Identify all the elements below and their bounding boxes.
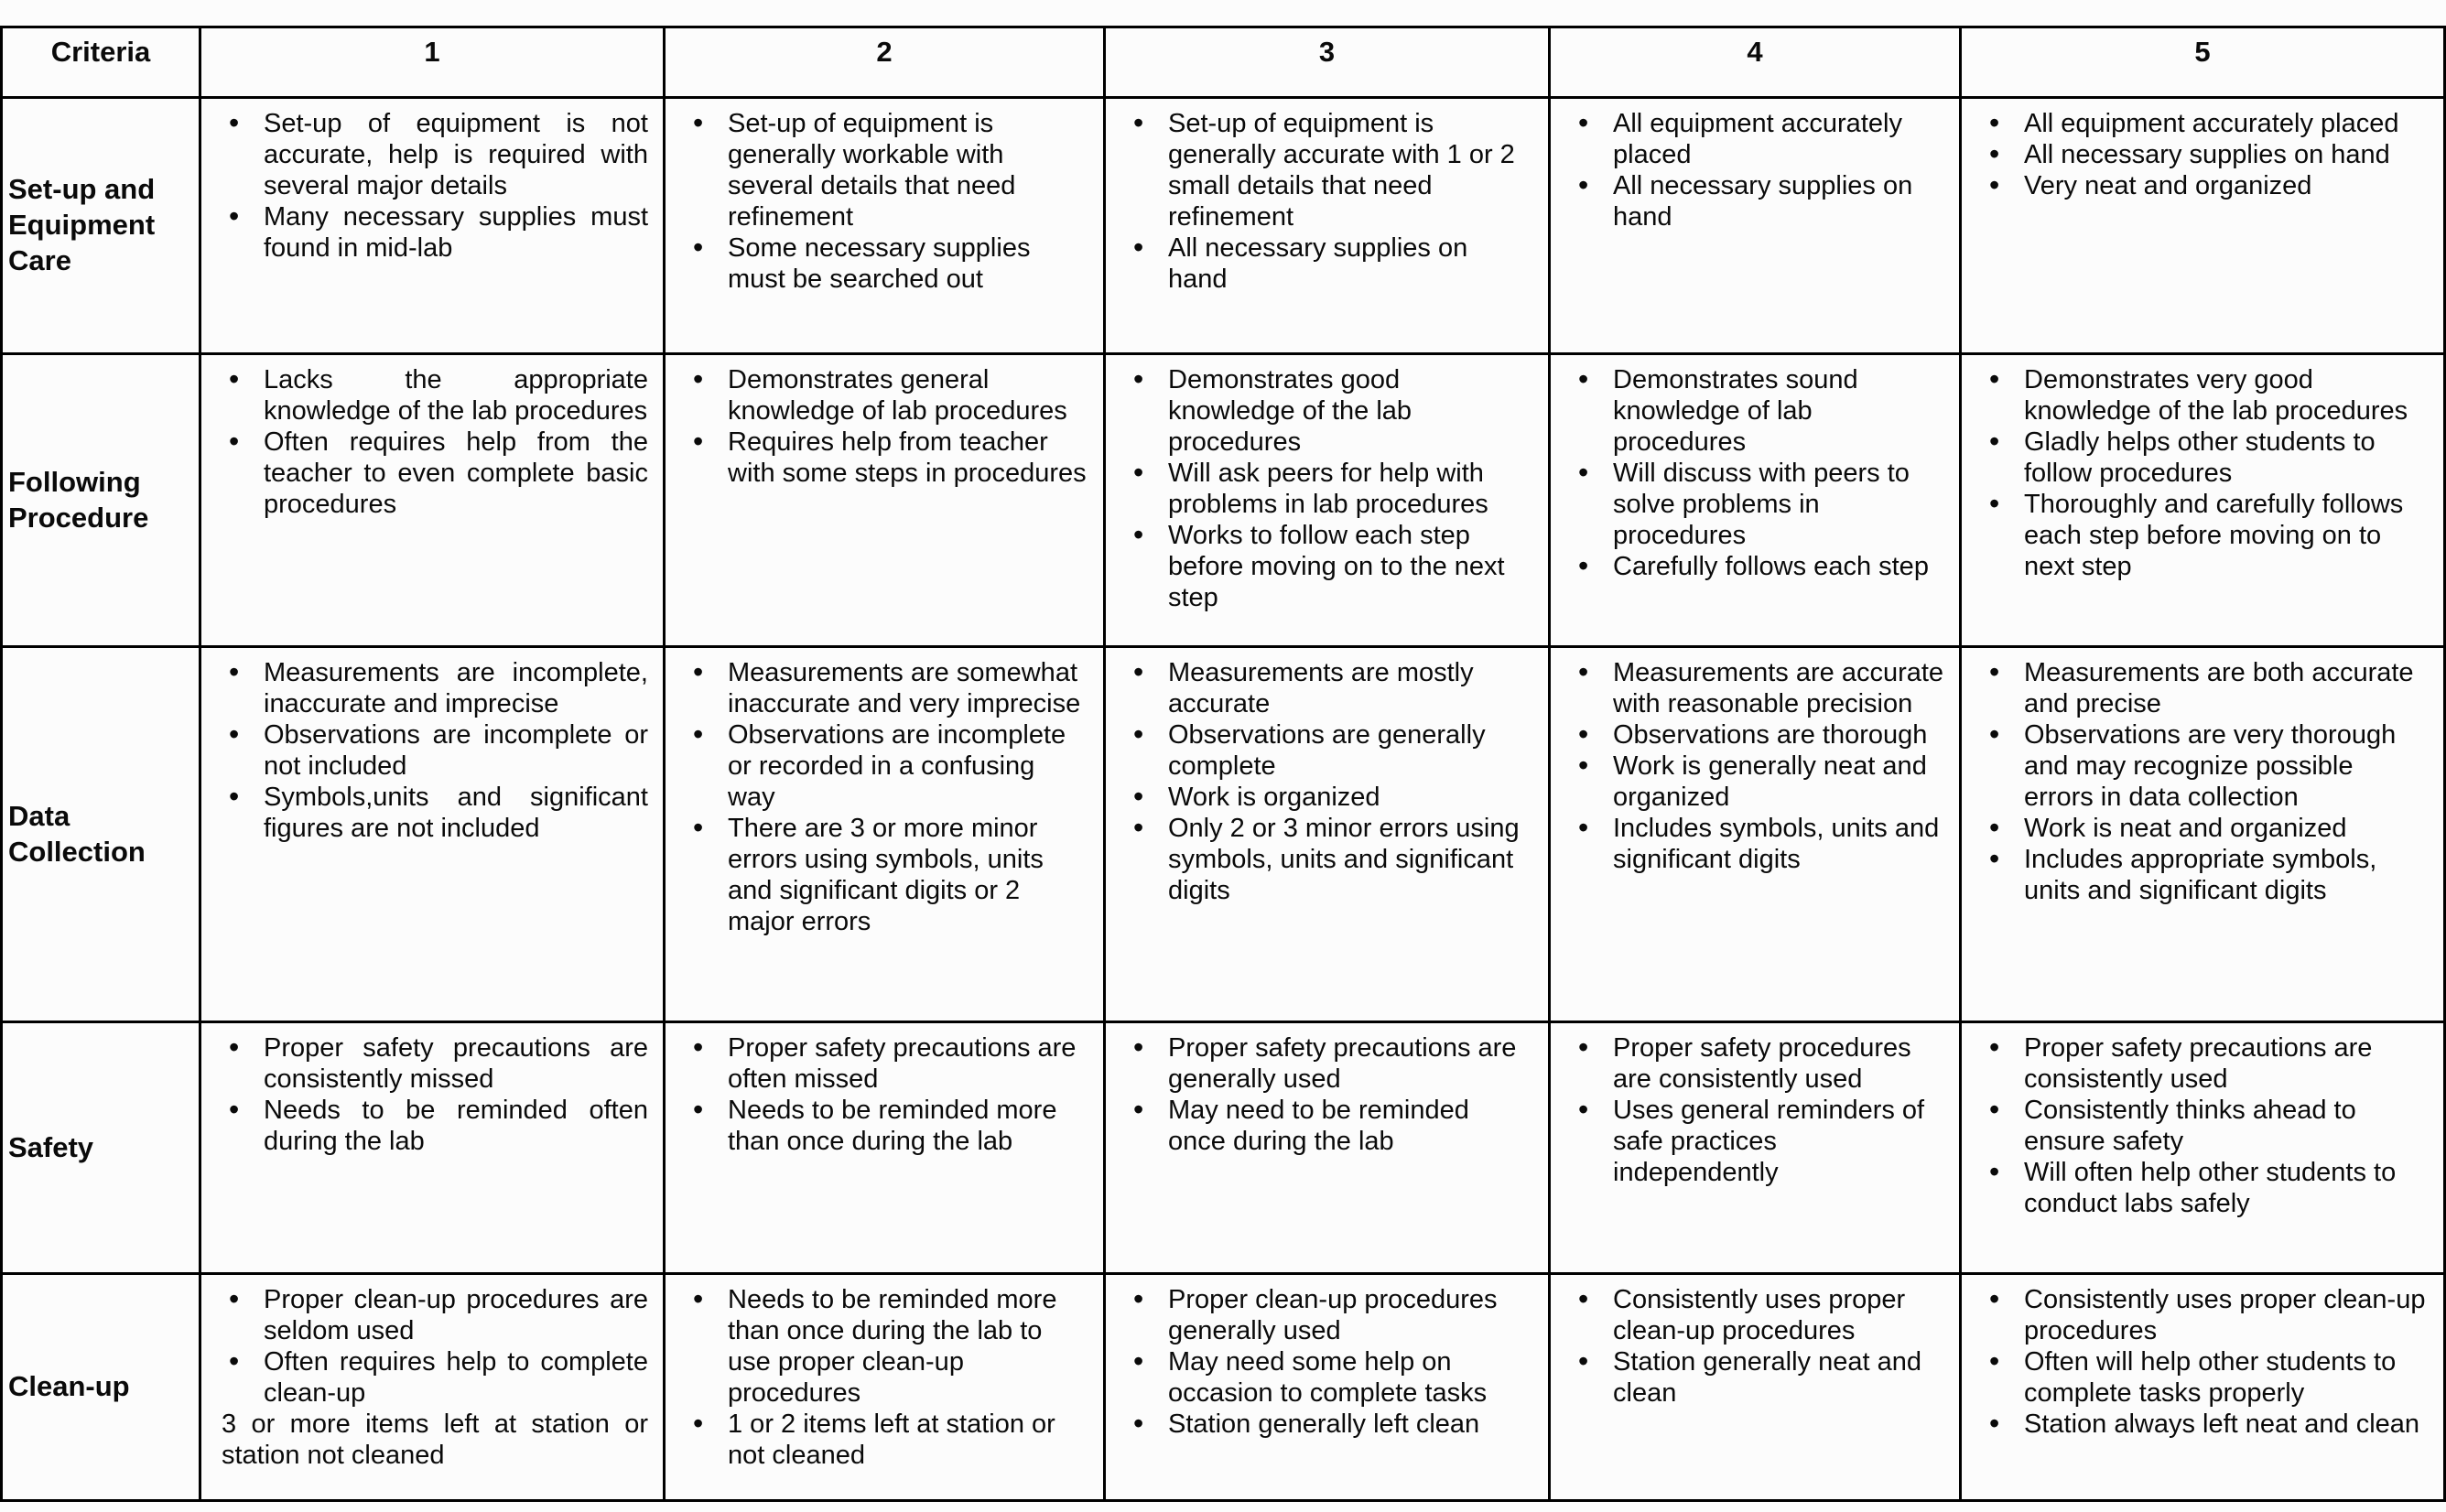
bullet-item: • Proper safety precautions are generally used — [1120, 1032, 1533, 1095]
bullet-item: • Observations are thorough — [1565, 719, 1944, 751]
bullet-item: • Observations are incomplete or recorded in a confusing way — [680, 719, 1088, 813]
header-cell-level-2: 2 — [665, 27, 1105, 98]
rubric-cell — [1105, 1274, 1550, 1501]
bullet-item: • Will often help other students to conduct labs safely — [1976, 1157, 2429, 1219]
bullet-item: • Measurements are somewhat inaccurate and very imprecise — [680, 657, 1088, 719]
rubric-cell — [200, 98, 665, 354]
rubric-cell — [665, 1022, 1105, 1274]
bullet-list — [1565, 1032, 1944, 1188]
criterion-label: Clean-up — [2, 1274, 200, 1501]
bullet-item: • Many necessary supplies must found in mid-lab — [216, 201, 648, 264]
bullet-item: • Consistently uses proper clean-up procedures — [1565, 1284, 1944, 1346]
bullet-item: • Requires help from teacher with some steps in procedures — [680, 427, 1088, 489]
bullet-list — [1976, 364, 2429, 582]
rubric-cell — [1105, 354, 1550, 647]
bullet-item: • Observations are generally complete — [1120, 719, 1533, 782]
bullet-list — [1565, 657, 1944, 875]
bullet-item: • Symbols,units and significant figures are not included — [216, 782, 648, 844]
rubric-table-body — [2, 98, 2445, 1501]
rubric-cell — [1550, 1022, 1961, 1274]
rubric-cell — [665, 647, 1105, 1022]
bullet-item: • May need some help on occasion to complete tasks — [1120, 1346, 1533, 1409]
header-cell-level-4: 4 — [1550, 27, 1961, 98]
bullet-item: • Work is generally neat and organized — [1565, 751, 1944, 813]
rubric-cell — [200, 354, 665, 647]
bullet-item: • Proper safety precautions are often missed — [680, 1032, 1088, 1095]
rubric-cell — [665, 1274, 1105, 1501]
rubric-cell — [1550, 98, 1961, 354]
bullet-list — [1565, 1284, 1944, 1409]
bullet-list — [216, 1284, 648, 1409]
rubric-cell — [200, 647, 665, 1022]
rubric-cell — [1961, 647, 2445, 1022]
bullet-item: • Set-up of equipment is generally accurate with 1 or 2 small details that need refinement — [1120, 108, 1533, 232]
rubric-cell — [1550, 354, 1961, 647]
bullet-item: • Works to follow each step before moving on to the next step — [1120, 520, 1533, 613]
bullet-list — [1565, 364, 1944, 582]
bullet-list — [680, 1284, 1088, 1471]
bullet-list — [1565, 108, 1944, 232]
rubric-cell — [665, 98, 1105, 354]
bullet-item: • Proper clean-up procedures are seldom used — [216, 1284, 648, 1346]
rubric-cell — [200, 1022, 665, 1274]
rubric-cell — [1105, 1022, 1550, 1274]
bullet-item: • Station generally left clean — [1120, 1409, 1533, 1440]
bullet-item: • Includes appropriate symbols, units and significant digits — [1976, 844, 2429, 906]
criterion-label: Data Collection — [2, 647, 200, 1022]
bullet-list — [216, 1032, 648, 1157]
bullet-list — [1120, 657, 1533, 906]
bullet-item: • Proper safety procedures are consistently used — [1565, 1032, 1944, 1095]
bullet-item: • All equipment accurately placed — [1976, 108, 2429, 139]
rubric-cell — [200, 1274, 665, 1501]
bullet-list — [1120, 108, 1533, 295]
table-row — [2, 647, 2445, 1022]
bullet-list — [216, 108, 648, 264]
cell-note: 3 or more items left at station or station not cleaned — [222, 1409, 648, 1470]
rubric-cell — [1105, 647, 1550, 1022]
bullet-item: • All equipment accurately placed — [1565, 108, 1944, 170]
bullet-item: • Often will help other students to complete tasks properly — [1976, 1346, 2429, 1409]
bullet-list — [1120, 364, 1533, 613]
bullet-list — [680, 108, 1088, 295]
bullet-list — [680, 657, 1088, 937]
bullet-item: • Lacks the appropriate knowledge of the lab procedures — [216, 364, 648, 427]
bullet-item: • Often requires help from the teacher to even complete basic procedures — [216, 427, 648, 520]
bullet-item: • Includes symbols, units and significant digits — [1565, 813, 1944, 875]
bullet-item: • Observations are incomplete or not included — [216, 719, 648, 782]
bullet-item: • Measurements are accurate with reasonable precision — [1565, 657, 1944, 719]
header-row — [2, 27, 2445, 98]
bullet-item: • Very neat and organized — [1976, 170, 2429, 201]
bullet-item: • Set-up of equipment is not accurate, help is required with several major details — [216, 108, 648, 201]
bullet-list — [1976, 657, 2429, 906]
bullet-item: • Measurements are incomplete, inaccurate and imprecise — [216, 657, 648, 719]
bullet-item: • Proper clean-up procedures generally used — [1120, 1284, 1533, 1346]
bullet-item: • All necessary supplies on hand — [1120, 232, 1533, 295]
table-row — [2, 354, 2445, 647]
bullet-item: • May need to be reminded once during the lab — [1120, 1095, 1533, 1157]
bullet-item: • Uses general reminders of safe practices independently — [1565, 1095, 1944, 1188]
bullet-list — [680, 364, 1088, 489]
bullet-item: • Needs to be reminded often during the lab — [216, 1095, 648, 1157]
bullet-item: • Proper safety precautions are consistently used — [1976, 1032, 2429, 1095]
bullet-item: • Consistently thinks ahead to ensure safety — [1976, 1095, 2429, 1157]
bullet-item: • Consistently uses proper clean-up procedures — [1976, 1284, 2429, 1346]
bullet-item: • 1 or 2 items left at station or not cleaned — [680, 1409, 1088, 1471]
bullet-item: • Set-up of equipment is generally workable with several details that need refinement — [680, 108, 1088, 232]
rubric-cell — [1961, 1274, 2445, 1501]
table-header — [2, 27, 2445, 98]
header-cell-criteria: Criteria — [2, 27, 200, 98]
bullet-list — [1120, 1032, 1533, 1157]
criterion-label: Set-up and Equipment Care — [2, 98, 200, 354]
bullet-item: • Carefully follows each step — [1565, 551, 1944, 582]
header-cell-level-1: 1 — [200, 27, 665, 98]
bullet-item: • All necessary supplies on hand — [1976, 139, 2429, 170]
bullet-item: • Thoroughly and carefully follows each step before moving on to next step — [1976, 489, 2429, 582]
bullet-item: • Will discuss with peers to solve problems in procedures — [1565, 458, 1944, 551]
bullet-item: • Demonstrates sound knowledge of lab procedures — [1565, 364, 1944, 458]
bullet-item: • Needs to be reminded more than once during the lab — [680, 1095, 1088, 1157]
bullet-item: • Work is organized — [1120, 782, 1533, 813]
bullet-item: • There are 3 or more minor errors using symbols, units and significant digits or 2 major errors — [680, 813, 1088, 937]
bullet-item: • Demonstrates good knowledge of the lab procedures — [1120, 364, 1533, 458]
bullet-list — [1976, 1032, 2429, 1219]
bullet-list — [216, 364, 648, 520]
bullet-item: • Work is neat and organized — [1976, 813, 2429, 844]
bullet-item: • Will ask peers for help with problems in lab procedures — [1120, 458, 1533, 520]
bullet-item: • Station always left neat and clean — [1976, 1409, 2429, 1440]
bullet-item: • Measurements are both accurate and precise — [1976, 657, 2429, 719]
bullet-item: • Gladly helps other students to follow procedures — [1976, 427, 2429, 489]
bullet-item: • Only 2 or 3 minor errors using symbols, units and significant digits — [1120, 813, 1533, 906]
header-cell-level-5: 5 — [1961, 27, 2445, 98]
criterion-label: Safety — [2, 1022, 200, 1274]
bullet-list — [1976, 1284, 2429, 1440]
bullet-item: • All necessary supplies on hand — [1565, 170, 1944, 232]
table-row — [2, 98, 2445, 354]
bullet-item: • Needs to be reminded more than once during the lab to use proper clean-up procedures — [680, 1284, 1088, 1409]
rubric-cell — [1961, 1022, 2445, 1274]
rubric-cell — [1105, 98, 1550, 354]
rubric-cell — [1961, 98, 2445, 354]
rubric-cell — [1550, 647, 1961, 1022]
bullet-list — [1976, 108, 2429, 201]
bullet-item: • Measurements are mostly accurate — [1120, 657, 1533, 719]
bullet-item: • Proper safety precautions are consistently missed — [216, 1032, 648, 1095]
header-cell-level-3: 3 — [1105, 27, 1550, 98]
table-row — [2, 1274, 2445, 1501]
bullet-item: • Observations are very thorough and may recognize possible errors in data collection — [1976, 719, 2429, 813]
rubric-cell — [1550, 1274, 1961, 1501]
criterion-label: Following Procedure — [2, 354, 200, 647]
bullet-item: • Demonstrates general knowledge of lab procedures — [680, 364, 1088, 427]
bullet-item: • Demonstrates very good knowledge of the lab procedures — [1976, 364, 2429, 427]
rubric-cell — [1961, 354, 2445, 647]
bullet-item: • Station generally neat and clean — [1565, 1346, 1944, 1409]
bullet-item: • Some necessary supplies must be searched out — [680, 232, 1088, 295]
bullet-list — [216, 657, 648, 844]
rubric-table — [0, 26, 2446, 1502]
bullet-list — [680, 1032, 1088, 1157]
bullet-list — [1120, 1284, 1533, 1440]
rubric-cell — [665, 354, 1105, 647]
bullet-item: • Often requires help to complete clean-up — [216, 1346, 648, 1409]
table-row — [2, 1022, 2445, 1274]
